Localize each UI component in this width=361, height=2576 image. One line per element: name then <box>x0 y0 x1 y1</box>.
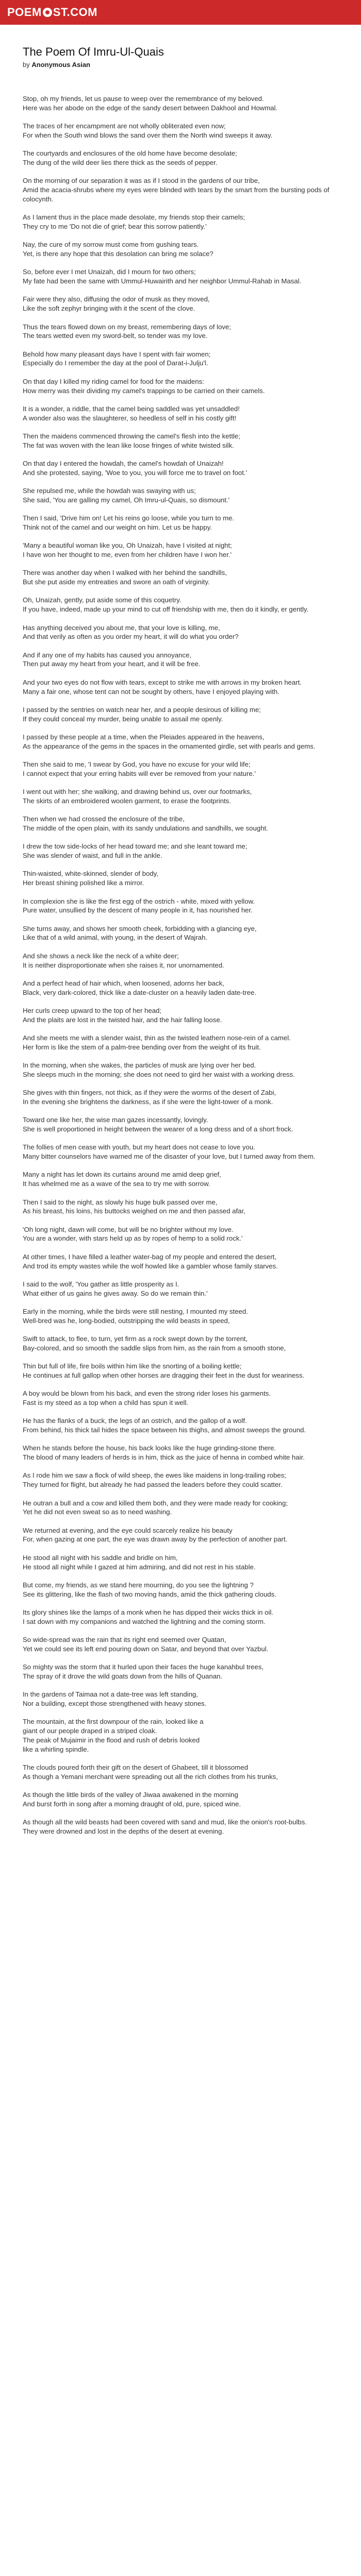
poem-stanza <box>23 1115 338 1134</box>
poem-line: Pure water, unsullied by the descent of many people in it, has nourished her. <box>23 906 253 914</box>
poem-stanza <box>23 924 338 943</box>
poem-line: And a perfect head of hair which, when loosened, adorns her back, <box>23 979 224 987</box>
poem-stanza <box>23 1362 338 1380</box>
poem-stanza <box>23 869 338 888</box>
poem-line: For when the South wind blows the sand over them the North wind sweeps it away. <box>23 131 273 139</box>
poem-line: Yet we could see its left end pouring down on Satar, and beyond that over Yazbul. <box>23 1645 269 1653</box>
poem-line: I sat down with my companions and watched the lightning and the coming storm. <box>23 1617 266 1625</box>
poem-line: He has the flanks of a buck, the legs of an ostrich, and the gallop of a wolf. <box>23 1417 247 1425</box>
by-label: by <box>23 61 30 69</box>
poem-line: Oh, Unaizah, gently, put aside some of this coquetry. <box>23 596 182 604</box>
poem-stanza <box>23 1170 338 1189</box>
poem-line: But she put aside my entreaties and swore an oath of virginity. <box>23 578 210 586</box>
poem-line: In the gardens of Taimaa not a date-tree was left standing, <box>23 1690 198 1699</box>
poem-stanza <box>23 1389 338 1408</box>
poem-line: As I rode him we saw a flock of wild sheep, the ewes like maidens in long-trailing robes; <box>23 1471 286 1480</box>
poem-line: Think not of the camel and our weight on him. Let us be happy. <box>23 523 212 531</box>
poem-line: At other times, I have filled a leather water-bag of my people and entered the desert, <box>23 1252 276 1261</box>
poem-stanza <box>23 1416 338 1435</box>
poem-line: Then put away my heart from your heart, and it will be free. <box>23 660 201 668</box>
poem-line: What either of us gains he gives away. So do we remain thin.' <box>23 1289 208 1297</box>
poem-line: And she meets me with a slender waist, thin as the twisted leathern nose-rein of a camel. <box>23 1033 291 1042</box>
poem-line: And she protested, saying, 'Woe to you, you will force me to travel on foot.' <box>23 468 248 477</box>
poem-line: The fat was woven with the lean like loose fringes of white twisted silk. <box>23 441 234 449</box>
poem-line: Especially do I remember the day at the pool of Darat-i-Julju'l. <box>23 359 208 367</box>
poem-line: Like the soft zephyr bringing with it the scent of the clove. <box>23 304 195 313</box>
poem-line: Then the maidens commenced throwing the camel's flesh into the kettle; <box>23 432 240 440</box>
poem-stanza <box>23 1143 338 1161</box>
poem-body <box>23 94 338 1836</box>
poem-line: Thin but full of life, fire boils within him like the snorting of a boiling kettle; <box>23 1362 242 1370</box>
poem-line: Her form is like the stem of a palm-tree bending over from the weight of its fruit. <box>23 1043 261 1051</box>
poem-stanza <box>23 1033 338 1052</box>
poem-stanza <box>23 514 338 532</box>
poem-line: And that verily as often as you order my heart, it will do what you order? <box>23 633 239 641</box>
poem-stanza <box>23 295 338 313</box>
poem-line: Yet, is there any hope that this desolation can bring me solace? <box>23 250 214 258</box>
poem-line: Like that of a wild animal, with young, in the desert of Wajrah. <box>23 934 207 942</box>
poem-line: Nor a building, except those strengthened with heavy stones. <box>23 1700 207 1708</box>
poem-stanza <box>23 122 338 140</box>
poem-stanza <box>23 1690 338 1708</box>
poem-stanza <box>23 1608 338 1626</box>
poem-stanza <box>23 1088 338 1107</box>
poem-line: And your two eyes do not flow with tears, except to strike me with arrows in my broken heart. <box>23 678 302 686</box>
poem-line: As I lament thus in the place made desolate, my friends stop their camels; <box>23 213 245 222</box>
poem-line: Thus the tears flowed down on my breast, remembering days of love; <box>23 323 231 331</box>
poem-line: If you have, indeed, made up your mind to cut off friendship with me, then do it kindly, er gently. <box>23 605 309 614</box>
poem-stanza <box>23 1252 338 1271</box>
poem-stanza <box>23 596 338 614</box>
main-content <box>0 25 361 1836</box>
poem-line: The mountain, at the first downpour of the rain, looked like a <box>23 1718 204 1726</box>
poem-stanza <box>23 760 338 778</box>
poem-stanza <box>23 1581 338 1599</box>
poem-line: Fair were they also, diffusing the odor of musk as they moved, <box>23 295 210 303</box>
poem-line: Many a night has let down its curtains around me amid deep grief, <box>23 1171 221 1179</box>
poem-stanza <box>23 787 338 806</box>
poem-stanza <box>23 1061 338 1079</box>
poem-stanza <box>23 1307 338 1326</box>
poem-stanza <box>23 1280 338 1298</box>
logo-text-suffix: ST.COM <box>53 6 97 19</box>
poem-line: Toward one like her, the wise man gazes incessantly, lovingly. <box>23 1116 208 1124</box>
poem-line: The tears wetted even my sword-belt, so tender was my love. <box>23 332 208 340</box>
poem-line: The skirts of an embroidered woolen garment, to erase the footprints. <box>23 796 231 805</box>
poem-stanza <box>23 267 338 286</box>
poem-stanza <box>23 733 338 751</box>
poem-line: The spray of it drove the wild goats down from the hills of Quanan. <box>23 1672 223 1680</box>
poem-line: You are a wonder, with stars held up as by ropes of hemp to a solid rock.' <box>23 1234 243 1243</box>
poem-stanza <box>23 815 338 833</box>
poem-stanza <box>23 568 338 587</box>
poem-line: Then I said, 'Drive him on! Let his reins go loose, while you turn to me. <box>23 514 235 522</box>
poem-line: It is a wonder, a riddle, that the camel being saddled was yet unsaddled! <box>23 404 240 413</box>
poem-line: From behind, his thick tail hides the space between his thighs, and almost sweeps the ground. <box>23 1426 306 1434</box>
poem-line: Bay-colored, and so smooth the saddle slips from him, as the rain from a smooth stone, <box>23 1344 286 1352</box>
poem-line: Stop, oh my friends, let us pause to weep over the remembrance of my beloved. <box>23 95 264 103</box>
poem-stanza <box>23 897 338 916</box>
poem-stanza <box>23 459 338 478</box>
poem-stanza <box>23 979 338 997</box>
poem-line: She turns away, and shows her smooth cheek, forbidding with a glancing eye, <box>23 924 257 933</box>
poem-line: She repulsed me, while the howdah was swaying with us; <box>23 487 196 495</box>
poem-line: Her breast shining polished like a mirror. <box>23 879 144 887</box>
poem-line: If they could conceal my murder, being unable to assail me openly. <box>23 715 223 723</box>
poem-line: She sleeps much in the morning; she does not need to gird her waist with a working dress. <box>23 1070 295 1078</box>
poem-stanza <box>23 1499 338 1517</box>
poem-stanza <box>23 1471 338 1489</box>
poem-line: In the morning, when she wakes, the particles of musk are lying over her bed. <box>23 1061 256 1070</box>
poem-line: My fate had been the same with Ummul-Huwairith and her neighbor Ummul-Rahab in Masal. <box>23 277 302 285</box>
poem-stanza <box>23 1553 338 1572</box>
poem-stanza <box>23 1818 338 1836</box>
poem-stanza <box>23 323 338 341</box>
poem-line: 'Many a beautiful woman like you, Oh Unaizah, have I visited at night; <box>23 541 232 550</box>
poem-stanza <box>23 1334 338 1353</box>
poem-stanza <box>23 486 338 505</box>
poem-line: She is well proportioned in height between the wearer of a long dress and of a short frock. <box>23 1125 293 1133</box>
poem-stanza <box>23 623 338 642</box>
poem-line: He stood all night with his saddle and bridle on him, <box>23 1553 178 1562</box>
poem-line: The dung of the wild deer lies there thick as the seeds of pepper. <box>23 158 218 166</box>
poem-line: giant of our people draped in a striped cloak. <box>23 1727 157 1735</box>
poem-stanza <box>23 404 338 423</box>
poem-line: It has whelmed me as a wave of the sea to try me with sorrow. <box>23 1180 210 1188</box>
poem-stanza <box>23 705 338 724</box>
poem-line: She said, 'You are galling my camel, Oh Imru-ul-Quais, so dismount.' <box>23 496 230 504</box>
poem-stanza <box>23 1717 338 1754</box>
poem-stanza <box>23 213 338 231</box>
poem-line: When he stands before the house, his back looks like the huge grinding-stone there. <box>23 1444 276 1452</box>
logo-circle-icon <box>43 8 52 17</box>
poem-stanza <box>23 1663 338 1681</box>
poem-line: Nay, the cure of my sorrow must come from gushing tears. <box>23 241 199 249</box>
poem-line: She gives with thin fingers, not thick, as if they were the worms of the desert of Zabi, <box>23 1089 276 1097</box>
poem-line: How merry was their dividing my camel's trappings to be carried on their camels. <box>23 386 265 395</box>
poem-line: And if any one of my habits has caused you annoyance, <box>23 651 191 659</box>
poem-line: The traces of her encampment are not wholly obliterated even now; <box>23 122 226 130</box>
poem-line: I went out with her; she walking, and drawing behind us, over our footmarks, <box>23 788 252 796</box>
poem-line: I passed by these people at a time, when the Pleiades appeared in the heavens, <box>23 733 265 741</box>
poem-line: And she shows a neck like the neck of a white deer; <box>23 952 179 960</box>
poem-line: Then she said to me, 'I swear by God, you have no excuse for your wild life; <box>23 760 251 769</box>
poem-line: Here was her abode on the edge of the sandy desert between Dakhool and Howmal. <box>23 104 278 112</box>
poem-line: Her curls creep upward to the top of her head; <box>23 1006 162 1014</box>
poem-line: And the plaits are lost in the twisted hair, and the hair falling loose. <box>23 1015 222 1024</box>
poem-stanza <box>23 377 338 396</box>
poem-line: As though a Yemani merchant were spreading out all the rich clothes from his trunks, <box>23 1772 278 1781</box>
poem-line: On the morning of our separation it was as if I stood in the gardens of our tribe, <box>23 177 260 185</box>
poem-line: As though all the wild beasts had been covered with sand and mud, like the onion's root-bulbs. <box>23 1818 307 1826</box>
poem-line: Thin-waisted, white-skinned, slender of body, <box>23 870 158 878</box>
poem-line: The blood of many leaders of herds is in him, thick as the juice of henna in combed white hair. <box>23 1453 305 1462</box>
poem-line: I drew the tow side-locks of her head toward me; and she leant toward me; <box>23 842 248 851</box>
poem-line: The peak of Mujaimir in the flood and rush of debris looked <box>23 1736 200 1744</box>
poem-line: Yet he did not even sweat so as to need washing. <box>23 1508 172 1516</box>
poem-line: As though the little birds of the valley of Jiwaa awakened in the morning <box>23 1791 238 1799</box>
poem-line: Black, very dark-colored, thick like a date-cluster on a heavily laden date-tree. <box>23 988 256 996</box>
logo-text-prefix: POEM <box>7 6 42 19</box>
poem-line: Fast is my steed as a top when a child has spun it well. <box>23 1399 189 1406</box>
poem-line: Amid the acacia-shrubs where my eyes were blinded with tears by the smart from the bursting pods of colocynth. <box>23 186 330 203</box>
poem-stanza <box>23 350 338 368</box>
poem-stanza <box>23 1790 338 1809</box>
poem-stanza <box>23 1526 338 1545</box>
poem-line: The follies of men cease with youth, but my heart does not cease to love you. <box>23 1143 255 1151</box>
poem-stanza <box>23 1635 338 1654</box>
poem-line: In the evening she brightens the darkness, as if she were the light-tower of a monk. <box>23 1097 273 1106</box>
poem-line: The courtyards and enclosures of the old home have become desolate; <box>23 149 237 158</box>
poem-stanza <box>23 1006 338 1025</box>
poem-line: There was another day when I walked with her behind the sandhills, <box>23 569 227 577</box>
poem-line: I said to the wolf, 'You gather as little prosperity as I. <box>23 1280 179 1288</box>
poem-stanza <box>23 678 338 697</box>
poem-line: A wonder also was the slaughterer, so heedless of self in his costly gift! <box>23 414 237 422</box>
poem-line: Well-bred was he, long-bodied, outstripping the wild beasts in speed, <box>23 1316 230 1325</box>
poem-stanza <box>23 952 338 970</box>
poem-line: She was slender of waist, and full in the ankle. <box>23 852 162 860</box>
poem-line: He continues at full gallop when other horses are dragging their feet in the dust for weariness. <box>23 1371 305 1379</box>
poem-line: See its glittering, like the flash of two moving hands, amid the thick gathering clouds. <box>23 1590 276 1598</box>
poem-line: So, before ever I met Unaizah, did I mourn for two others; <box>23 268 196 276</box>
poem-line: And trod its empty wastes while the wolf howled like a gambler whose family starves. <box>23 1262 278 1270</box>
poem-line: For, when gazing at one part, the eye was drawn away by the perfection of another part. <box>23 1535 288 1544</box>
poem-line: They turned for flight, but already he had passed the leaders before they could scatter. <box>23 1481 283 1489</box>
poem-line: Many bitter counselors have warned me of the disaster of your love, but I turned away from them. <box>23 1153 316 1161</box>
poem-line: It is neither disproportionate when she raises it, nor unornamented. <box>23 961 224 969</box>
poem-stanza <box>23 1198 338 1216</box>
poem-line: The middle of the open plain, with its sandy undulations and sandhills, we sought. <box>23 824 268 833</box>
poem-stanza <box>23 432 338 450</box>
poem-line: He stood all night while I gazed at him admiring, and did not rest in his stable. <box>23 1563 256 1571</box>
poem-stanza <box>23 842 338 860</box>
poem-line: In complexion she is like the first egg of the ostrich - white, mixed with yellow. <box>23 897 255 905</box>
author-link[interactable]: Anonymous Asian <box>31 61 91 69</box>
site-header <box>0 0 361 25</box>
poem-line: I have won her thought to me, even from her children have I won her.' <box>23 551 232 559</box>
poem-stanza <box>23 541 338 560</box>
poem-line: Early in the morning, while the birds were still nesting, I mounted my steed. <box>23 1307 248 1315</box>
poem-line: Behold how many pleasant days have I spent with fair women; <box>23 350 211 358</box>
poem-line: Many a fair one, whose tent can not be sought by others, have I enjoyed playing with. <box>23 687 280 696</box>
poem-stanza <box>23 94 338 113</box>
poem-stanza <box>23 240 338 259</box>
poem-title: The Poem Of Imru-Ul-Quais <box>23 45 164 58</box>
poem-stanza <box>23 651 338 669</box>
poem-line: As the appearance of the gems in the spaces in the ornamented girdle, set with pearls and gems. <box>23 742 316 750</box>
poem-line: Then I said to the night, as slowly his huge bulk passed over me, <box>23 1198 218 1206</box>
poem-line: And burst forth in song after a morning draught of old, pure, spiced wine. <box>23 1800 241 1808</box>
poem-stanza <box>23 149 338 167</box>
poem-line: The clouds poured forth their gift on the desert of Ghabeet, till it blossomed <box>23 1764 248 1772</box>
poem-line: Has anything deceived you about me, that your love is killing, me, <box>23 623 220 632</box>
poem-line: Its glory shines like the lamps of a monk when he has dipped their wicks thick in oil. <box>23 1608 273 1616</box>
poem-line: Then when we had crossed the enclosure of the tribe, <box>23 815 185 823</box>
poem-stanza <box>23 1444 338 1462</box>
poem-stanza <box>23 1763 338 1782</box>
poem-line: 'Oh long night, dawn will come, but will be no brighter without my love. <box>23 1225 234 1233</box>
poem-line: So wide-spread was the rain that its right end seemed over Quatan, <box>23 1636 226 1644</box>
poem-line: On that day I entered the howdah, the camel's howdah of Unaizah! <box>23 460 224 468</box>
poem-stanza <box>23 176 338 204</box>
poem-line: I cannot expect that your erring habits will ever be removed from your nature.' <box>23 769 256 777</box>
poem-line: He outran a bull and a cow and killed them both, and they were made ready for cooking; <box>23 1499 288 1507</box>
poem-line: But come, my friends, as we stand here mourning, do you see the lightning ? <box>23 1581 254 1589</box>
poem-line: A boy would be blown from his back, and even the strong rider loses his garments. <box>23 1389 271 1398</box>
site-logo[interactable] <box>7 6 97 19</box>
poem-stanza <box>23 1225 338 1244</box>
poem-line: They cry to me 'Do not die of grief; bear this sorrow patiently.' <box>23 222 207 230</box>
poem-line: On that day I killed my riding camel for food for the maidens: <box>23 377 204 385</box>
poem-line: We returned at evening, and the eye could scarcely realize his beauty <box>23 1526 233 1534</box>
poem-line: like a whirling spindle. <box>23 1745 89 1753</box>
byline <box>23 61 338 69</box>
poem-line: As his breast, his loins, his buttocks weighed on me and then passed afar, <box>23 1207 245 1215</box>
poem-line: I passed by the sentries on watch near her, and a people desirous of killing me; <box>23 705 261 714</box>
poem-line: So mighty was the storm that it hurled upon their faces the huge kanahbul trees, <box>23 1663 264 1671</box>
poem-line: They were drowned and lost in the depths of the desert at evening. <box>23 1827 224 1835</box>
poem-line: Swift to attack, to flee, to turn, yet firm as a rock swept down by the torrent, <box>23 1335 248 1343</box>
